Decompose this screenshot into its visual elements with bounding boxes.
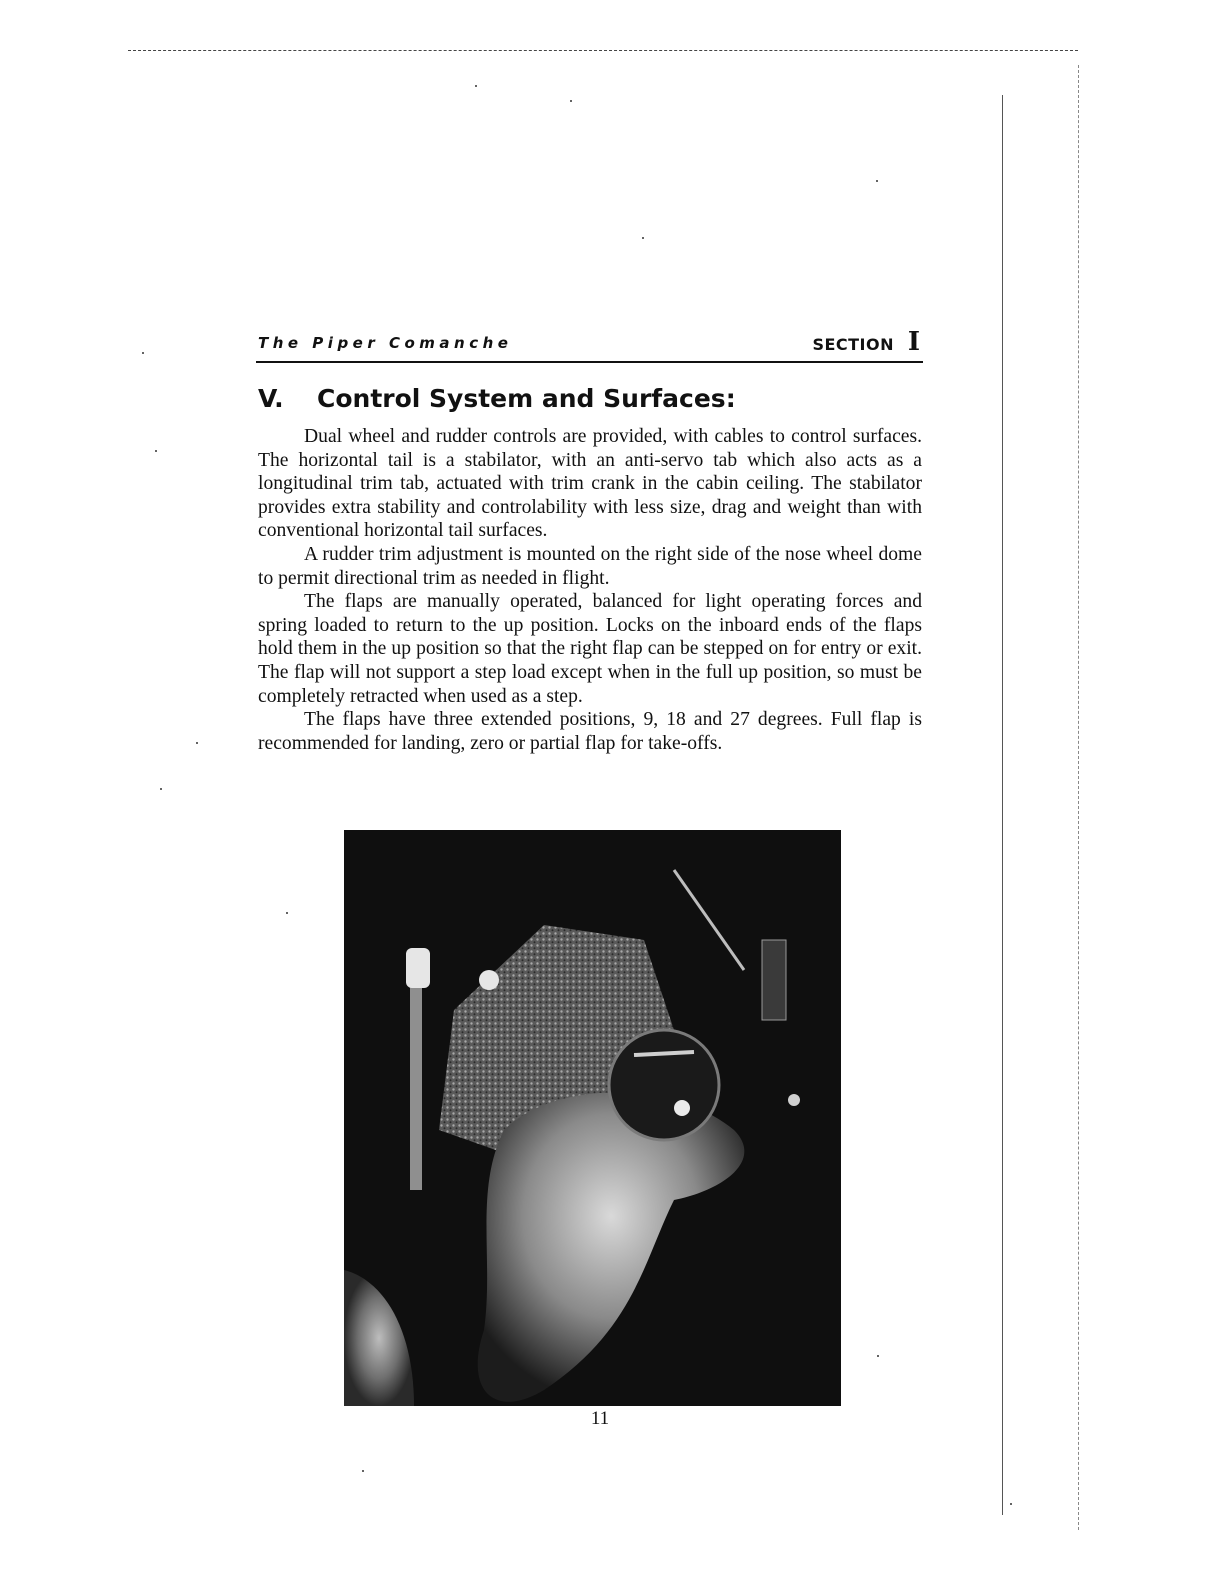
- scan-speck: [160, 788, 162, 790]
- body-text: [258, 425, 922, 755]
- section-roman-numeral: V.: [258, 384, 284, 413]
- running-title: The Piper Comanche: [258, 334, 513, 352]
- scan-speck: [286, 912, 288, 914]
- section-label: SECTION: [812, 335, 894, 354]
- scan-speck: [642, 237, 644, 239]
- scan-speck: [196, 742, 198, 744]
- photo-rudder-trim-control-icon: [344, 830, 841, 1406]
- paragraph: The flaps have three extended positions, 9, 18 and 27 degrees. Full flap is recommended for landing, zero or partial flap for take-offs.: [258, 709, 922, 754]
- header-rule: [256, 361, 923, 363]
- scan-edge-line: [1078, 65, 1079, 1530]
- scan-speck: [570, 100, 572, 102]
- scan-top-border: [128, 50, 1078, 51]
- running-header: [258, 327, 922, 360]
- scan-edge-line: [1002, 95, 1003, 1515]
- section-title: Control System and Surfaces:: [317, 384, 736, 413]
- scan-speck: [1010, 1503, 1012, 1505]
- paragraph: A rudder trim adjustment is mounted on the right side of the nose wheel dome to permit directional trim as needed in flight.: [258, 543, 922, 589]
- rudder-trim-photo: [344, 830, 841, 1406]
- scan-speck: [475, 85, 477, 87]
- scan-speck: [142, 352, 144, 354]
- photo-dial: [609, 1030, 719, 1140]
- scan-speck: [155, 450, 157, 452]
- scan-speck: [362, 1470, 364, 1472]
- section-heading: [258, 384, 736, 413]
- scan-speck: [877, 1355, 879, 1357]
- scan-speck: [876, 180, 878, 182]
- section-number: I: [907, 327, 920, 357]
- paragraph: Dual wheel and rudder controls are provided, with cables to control surfaces. The horizontal tail is a stabilator, with an anti-servo tab which also acts as a longitudinal trim tab, actuated with trim crank in the cabin ceiling. The stabilator provides extra stability and controlability with less size, drag and weight than with conventional horizontal tail surfaces.: [258, 426, 922, 542]
- page-number: 11: [590, 1408, 610, 1429]
- paragraph: The flaps are manually operated, balanced for light operating forces and spring loaded to return to the up position. Locks on the inboard ends of the flaps hold them in the up position so that the right flap can be stepped on for entry or exit. The flap will not support a step load except when in the full up position, so must be completely retracted when used as a step.: [258, 591, 922, 707]
